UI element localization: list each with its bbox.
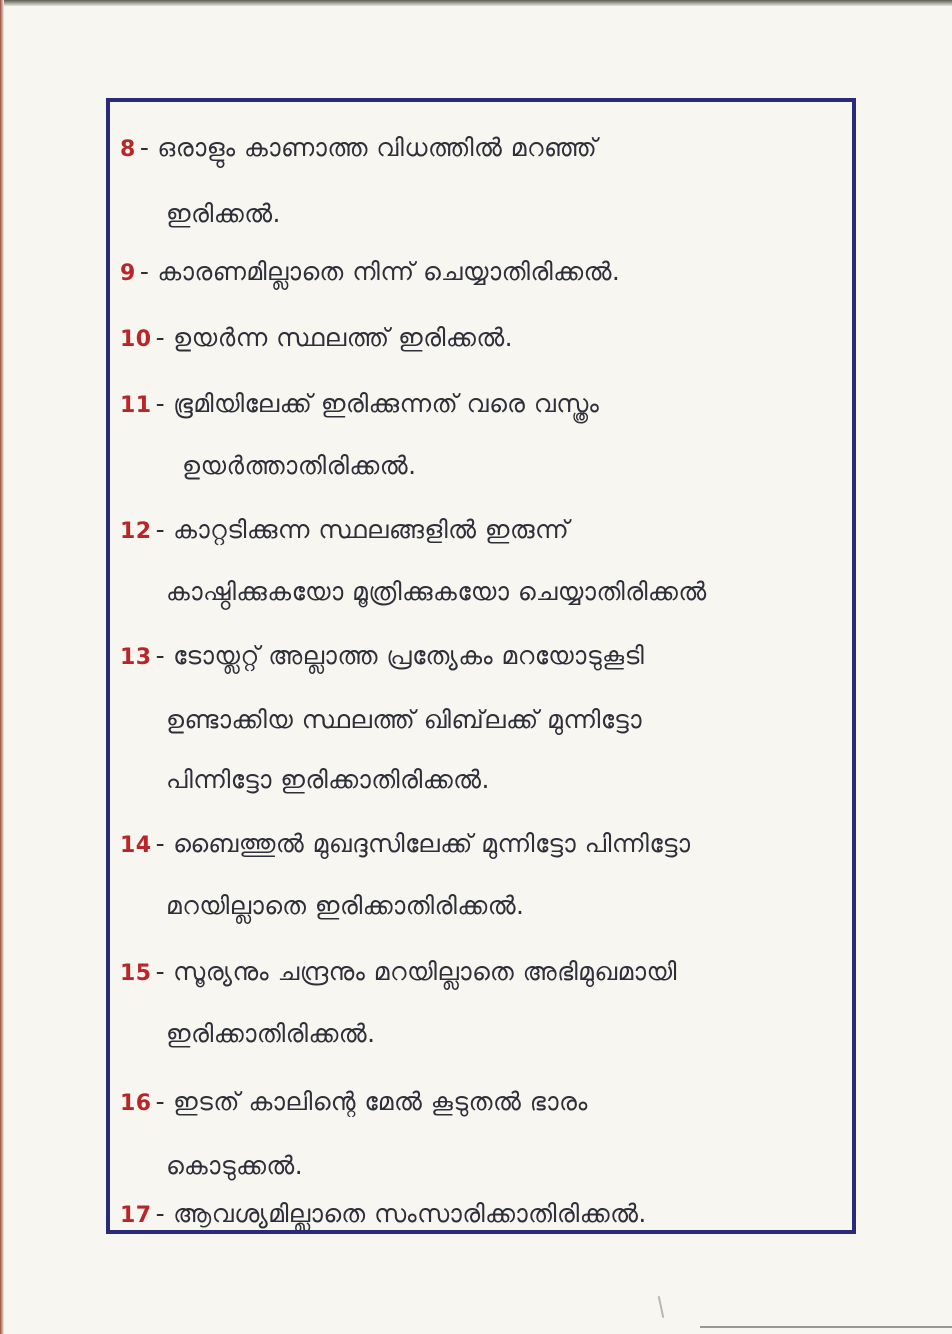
item-dash: - bbox=[155, 829, 166, 858]
item-text: ടോയ്ലറ്റ് അല്ലാത്ത പ്രത്യേകം മറയോടുകൂടി bbox=[173, 641, 645, 670]
item-dash: - bbox=[139, 133, 150, 162]
item-text: ഉണ്ടാക്കിയ സ്ഥലത്ത് ഖിബ്‌ലക്ക് മുന്നിട്ടോ bbox=[166, 705, 642, 734]
page-left-edge bbox=[0, 0, 4, 1334]
item-dash: - bbox=[155, 515, 166, 544]
item-text: കാറ്റടിക്കുന്ന സ്ഥലങ്ങളിൽ ഇരുന്ന് bbox=[173, 515, 570, 544]
item-text: ഇരിക്കൽ. bbox=[166, 199, 281, 228]
item-text: മറയില്ലാതെ ഇരിക്കാതിരിക്കൽ. bbox=[166, 891, 525, 920]
page-top-edge bbox=[0, 0, 952, 6]
item-text: പിന്നിട്ടോ ഇരിക്കാതിരിക്കൽ. bbox=[166, 765, 490, 794]
item-dash: - bbox=[155, 1087, 166, 1116]
list-item-14-line-2 bbox=[166, 886, 848, 926]
item-number: 9 bbox=[120, 261, 136, 286]
list-item-13-line-2 bbox=[166, 700, 848, 740]
item-dash: - bbox=[139, 257, 150, 286]
item-text: ഒരാളും കാണാത്ത വിധത്തിൽ മറഞ്ഞ് bbox=[157, 133, 598, 162]
item-dash: - bbox=[155, 641, 166, 670]
item-text: ഉയർത്താതിരിക്കൽ. bbox=[182, 451, 417, 480]
handwritten-list-frame bbox=[106, 98, 856, 1234]
item-text: ആവശ്യമില്ലാതെ സംസാരിക്കാതിരിക്കൽ. bbox=[173, 1199, 647, 1228]
item-number: 11 bbox=[120, 393, 152, 418]
bottom-edge-line bbox=[700, 1326, 952, 1328]
item-number: 16 bbox=[120, 1091, 152, 1116]
list-item-10 bbox=[120, 318, 848, 358]
item-text: ഉയർന്ന സ്ഥലത്ത് ഇരിക്കൽ. bbox=[173, 323, 514, 352]
item-number: 17 bbox=[120, 1203, 152, 1228]
list-item-13-line-3 bbox=[166, 760, 848, 800]
list-item-15 bbox=[120, 952, 848, 992]
list-item-11-line-2 bbox=[182, 446, 848, 486]
item-number: 13 bbox=[120, 645, 152, 670]
item-text: ഇരിക്കാതിരിക്കൽ. bbox=[166, 1019, 376, 1048]
list-item-9 bbox=[120, 252, 848, 292]
item-dash: - bbox=[155, 1199, 166, 1228]
list-item-8-line-2 bbox=[166, 194, 848, 234]
item-text: ഇടത് കാലിന്റെ മേൽ കൂടുതൽ ഭാരം bbox=[173, 1087, 588, 1116]
list-item-17 bbox=[120, 1194, 848, 1234]
list-item-13 bbox=[120, 636, 848, 676]
item-number: 10 bbox=[120, 327, 152, 352]
item-dash: - bbox=[155, 957, 166, 986]
item-number: 8 bbox=[120, 137, 136, 162]
paper-mark bbox=[658, 1296, 665, 1318]
list-item-8 bbox=[120, 128, 848, 168]
item-text: കാഷ്ഠിക്കുകയോ മൂത്രിക്കുകയോ ചെയ്യാതിരിക്കൽ bbox=[166, 577, 707, 606]
list-item-12-line-2 bbox=[166, 572, 848, 612]
item-text: സൂര്യനും ചന്ദ്രനും മറയില്ലാതെ അഭിമുഖമായി bbox=[173, 957, 677, 986]
list-item-15-line-2 bbox=[166, 1014, 848, 1054]
list-item-16-line-2 bbox=[166, 1146, 848, 1186]
list-item-12 bbox=[120, 510, 848, 550]
item-text: ഭൂമിയിലേക്ക് ഇരിക്കുന്നത് വരെ വസ്ത്രം bbox=[173, 389, 600, 418]
item-text: കൊടുക്കൽ. bbox=[166, 1151, 304, 1180]
item-dash: - bbox=[155, 389, 166, 418]
item-dash: - bbox=[155, 323, 166, 352]
item-number: 14 bbox=[120, 833, 152, 858]
item-text: ബൈത്തുൽ മുഖദ്ദസിലേക്ക് മുന്നിട്ടോ പിന്നിട്ടോ bbox=[173, 829, 691, 858]
item-text: കാരണമില്ലാതെ നിന്ന് ചെയ്യാതിരിക്കൽ. bbox=[157, 257, 621, 286]
item-number: 15 bbox=[120, 961, 152, 986]
item-number: 12 bbox=[120, 519, 152, 544]
list-item-16 bbox=[120, 1082, 848, 1122]
list-item-14 bbox=[120, 824, 848, 864]
list-item-11 bbox=[120, 384, 848, 424]
